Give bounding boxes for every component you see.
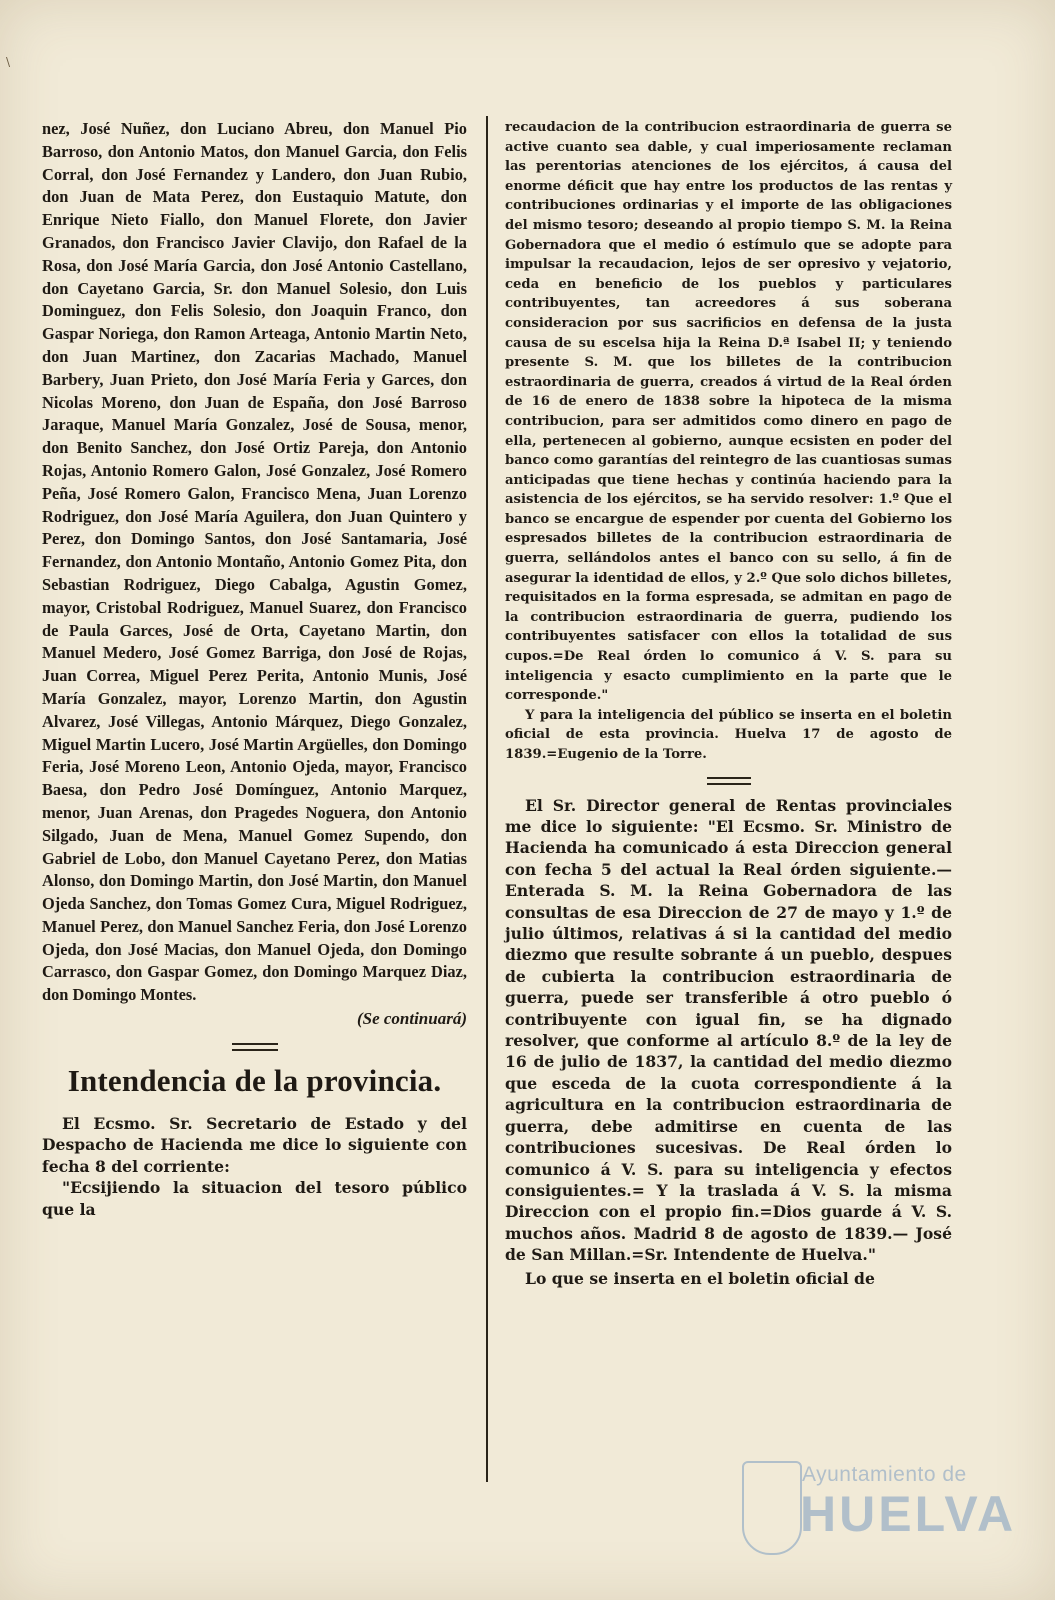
left-column <box>42 118 467 1220</box>
article-divider <box>707 777 751 785</box>
names-list-paragraph: nez, José Nuñez, don Luciano Abreu, don Manuel Pio Barroso, don Antonio Matos, don Manuel Garcia, don Felis Corral, don José Fernandez y Landero, don Juan Rubio, don Juan de Mata Perez, don Eustaquio Matute, don Enrique Nieto Fiallo, don Manuel Florete, don Javier Granados, don Francisco Javier Clavijo, don Rafael de la Rosa, don José María Garcia, don José Antonio Castellano, don Cayetano Garcia, Sr. don Manuel Solesio, don Luis Dominguez, don Felis Solesio, don Joaquin Franco, don Gaspar Noriega, don Ramon Arteaga, Antonio Martin Neto, don Juan Martinez, don Zacarias Machado, Manuel Barbery, Juan Prieto, don José María Feria y Garces, don Nicolas Moreno, don Juan de España, don José Barroso Jaraque, Manuel María Gonzalez, José de Sousa, menor, don Benito Sanchez, don José Ortiz Pareja, don Antonio Rojas, Antonio Romero Galon, José Gonzalez, José Romero Peña, José Romero Galon, Francisco Mena, Juan Lorenzo Rodriguez, don José María Aguilera, don Juan Quintero y Perez, don Domingo Santos, don José Santamaria, José Fernandez, don Antonio Montaño, Antonio Gomez Pita, don Sebastian Rodriguez, Diego Cabalga, Agustin Gomez, mayor, Cristobal Rodriguez, Manuel Suarez, don Francisco de Paula Garces, José de Orta, Cayetano Martin, don Manuel Medero, José Gomez Barriga, don José de Rojas, Juan Correa, Miguel Perez Perita, Antonio Munis, José María Gonzalez, mayor, Lorenzo Martin, don Agustin Alvarez, José Villegas, Antonio Márquez, Diego Gonzalez, Miguel Martin Lucero, José Martin Argüelles, don Domingo Feria, José Moreno Leon, Antonio Ojeda, mayor, Francisco Baesa, don Pedro José Domínguez, Antonio Marquez, menor, Juan Arenas, don Pragedes Noguera, don Antonio Silgado, Juan de Mena, Manuel Gomez Supendo, don Gabriel de Lobo, don Manuel Cayetano Perez, don Matias Alonso, don Domingo Martin, don José Martin, don Manuel Ojeda Sanchez, don Tomas Gomez Cura, Miguel Rodriguez, Manuel Perez, don Manuel Sanchez Feria, don José Lorenzo Ojeda, don José Macias, don Manuel Ojeda, don Domingo Carrasco, don Gaspar Gomez, don Domingo Marquez Diaz, don Domingo Montes. <box>42 119 467 1005</box>
section-divider <box>232 1043 278 1051</box>
section-title: Intendencia de la provincia. <box>67 1063 442 1099</box>
intro-paragraph: El Ecsmo. Sr. Secretario de Estado y del Despacho de Hacienda me dice lo siguiente con fecha 8 del corriente: <box>42 1114 467 1176</box>
margin-mark: \ <box>6 55 11 69</box>
royal-order-paragraph: recaudacion de la contribucion estraordinaria de guerra se active cuanto sea dable, y cual imperiosamente reclaman las perentorias atenciones de los ejércitos, á causa del enorme déficit que hay entre los productos de las rentas y contribuciones ordinarias y el importe de las obligaciones del mismo tesoro; deseando al propio tiempo S. M. la Reina Gobernadora que el medio ó estímulo que se adopte para impulsar la recaudacion, lejos de ser opresivo y vejatorio, ceda en beneficio de los pueblos y particulares contribuyentes, tan acreedores á sus soberana consideracion por sus sacrificios en defensa de la justa causa de su escelsa hija la Reina D.ª Isabel II; y teniendo presente S. M. que los billetes de la contribucion estraordinaria de guerra, creados á virtud de la Real órden de 16 de enero de 1838 sobre la hipoteca de la misma contribucion, para ser admitidos como dinero en pago de ella, pertenecen al gobierno, aunque ecsisten en poder del banco como garantías del reintegro de las cuantiosas sumas anticipadas que tiene hechas y continúa haciendo para la asistencia de los ejércitos, se ha servido resolver: 1.º Que el banco se encargue de espender por cuenta del Gobierno los espresados billetes de la contribucion estraordinaria de guerra, sellándolos antes el banco con su sello, á fin de asegurar la identidad de ellos, y 2.º Que solo dichos billetes, requisitados en la forma espresada, se admitan en pago de la contribucion estraordinaria de guerra, pudiendo los contribuyentes satisfacer con ellos la totalidad de sus cupos.=De Real órden lo comunico á V. S. para su inteligencia y esacto cumplimiento en la parte que le corresponde." <box>505 120 952 704</box>
continued-note: (Se continuará) <box>356 1009 467 1029</box>
closing-paragraph: Lo que se inserta en el boletin oficial de <box>525 1268 875 1288</box>
archive-watermark <box>742 1453 1017 1573</box>
quote-start-paragraph: "Ecsijiendo la situacion del tesoro público que la <box>42 1178 467 1219</box>
watermark-line1: Ayuntamiento de <box>802 1463 967 1486</box>
city-seal-icon <box>742 1461 802 1555</box>
column-divider <box>486 116 488 1482</box>
publication-note: Y para la inteligencia del público se inserta en el boletin oficial de esta provincia. Huelva 17 de agosto de 1839.=Eugenio de la Torre. <box>505 707 952 762</box>
right-column <box>505 118 952 1289</box>
director-paragraph: El Sr. Director general de Rentas provinciales me dice lo siguiente: "El Ecsmo. Sr. Ministro de Hacienda ha comunicado á esta Direccion general con fecha 5 del actual la Real órden siguiente.— Enterada S. M. la Reina Gobernadora de las consultas de esa Direccion de 27 de mayo y 1.º de julio últimos, relativas á si la cantidad del medio diezmo que resulte sobrante á un pueblo, despues de cubierta la contribucion estraordinaria de guerra, puede ser transferible á otro pueblo ó contribuyente con igual fin, se ha dignado resolver, que conforme al artículo 8.º de la ley de 16 de julio de 1837, la cantidad del medio diezmo que esceda de la cuota correspondiente á la agricultura en la contribucion estraordinaria de guerra, debe admitirse en cuenta de las contribuciones sucesivas. De Real órden lo comunico á V. S. para su inteligencia y efectos consiguientes.= Y la traslada á V. S. la misma Direccion con el propio fin.=Dios guarde á V. S. muchos años. Madrid 8 de agosto de 1839.— José de San Millan.=Sr. Intendente de Huelva." <box>505 795 952 1265</box>
watermark-line2: HUELVA <box>800 1486 1017 1542</box>
